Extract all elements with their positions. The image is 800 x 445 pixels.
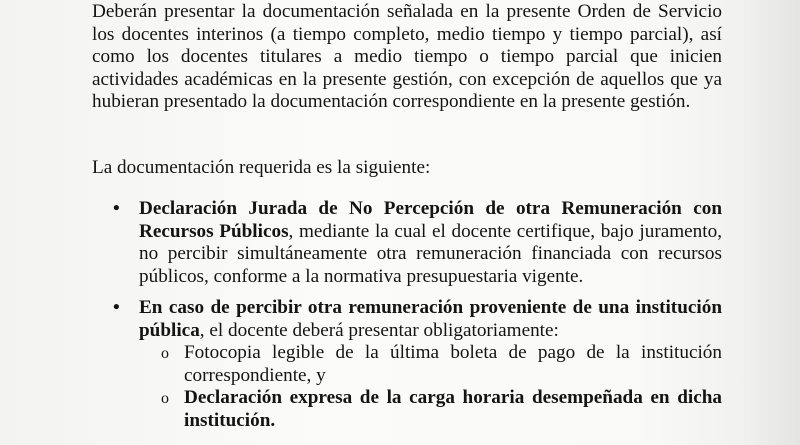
subitem-text: Declaración expresa de la carga horaria desempeñada en dicha institución. [184, 387, 722, 431]
subitem-payslip-copy [139, 342, 722, 387]
subitem-workload-declaration [139, 387, 722, 432]
item-text: , mediante la cual el docente certifique, bajo juramento, no percibir simultáneamente otra remuneración financiada con recursos públicos, conforme a la normativa presupuestaria vigente. [139, 220, 722, 287]
item-title: En caso de percibir otra remuneración proveniente de una institución pública [139, 297, 722, 341]
bullet-icon: • [113, 297, 120, 318]
intro-paragraph: Deberán presentar la documentación señalada en la presente Orden de Servicio los docentes interinos (a tiempo completo, medio tiempo y tiempo parcial), así como los docentes titulares a medio tiempo o tiempo parcial que inicien actividades académicas en la presente gestión, con excepción de aquellos que ya hubieran presentado la documentación correspondiente en la presente gestión. [92, 1, 722, 112]
bullet-icon: • [113, 198, 120, 219]
requirements-intro: La documentación requerida es la siguiente: [92, 157, 431, 178]
circle-bullet-icon: o [161, 345, 169, 362]
sub-requirements-list [139, 342, 722, 432]
circle-bullet-icon: o [161, 390, 169, 407]
subitem-text: Fotocopia legible de la última boleta de pago de la institución correspondiente, y [184, 342, 722, 386]
scan-shadow [740, 0, 800, 445]
item-text: , el docente deberá presentar obligatoriamente: [199, 319, 559, 341]
list-item-other-remuneration [110, 297, 722, 432]
item-title: Declaración Jurada de No Percepción de otra Remuneración con Recursos Públicos [139, 198, 722, 242]
list-item-sworn-declaration [110, 198, 722, 288]
